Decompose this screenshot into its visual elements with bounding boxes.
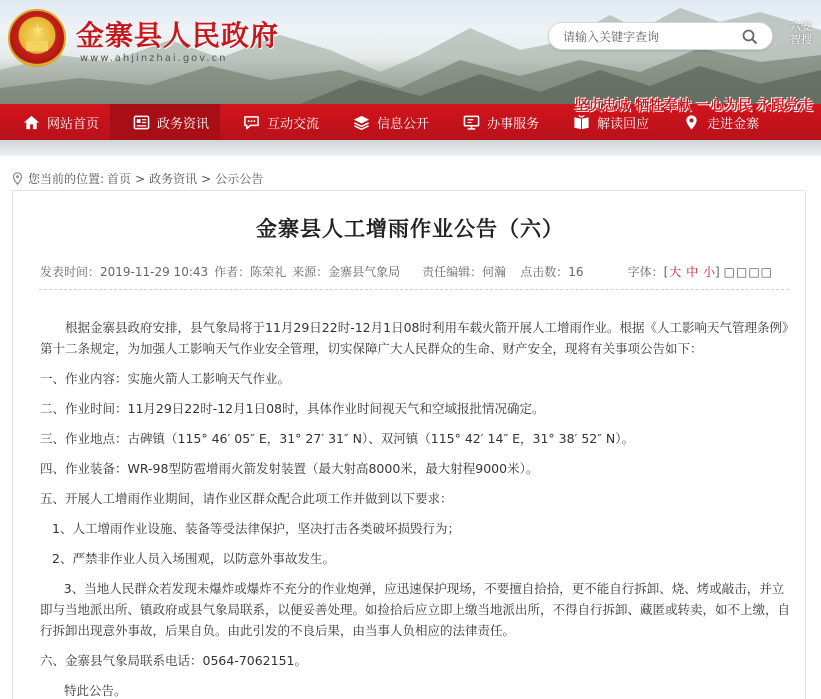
- article-body: [40, 317, 790, 699]
- editor: 责任编辑：何瀚: [422, 265, 507, 279]
- author: 作者：陈荣礼: [214, 265, 287, 279]
- font-size-label: 字体：[: [627, 265, 669, 279]
- breadcrumb-separator: >: [201, 171, 212, 186]
- font-large-button[interactable]: 大: [669, 265, 682, 279]
- meta-divider: [39, 289, 789, 290]
- breadcrumb-prefix: 您当前的位置:: [28, 172, 105, 186]
- search-input[interactable]: [563, 28, 743, 46]
- source: 来源：金寨县气象局: [292, 265, 401, 279]
- star-icon: ★: [31, 21, 45, 39]
- accessibility-label-2: 智搜: [790, 33, 812, 46]
- paragraph-item-3: 三、作业地点：古碑镇（115° 46′ 05″ E，31° 27′ 31″ N）、双河镇（115° 42′ 14″ E，31° 38′ 52″ N）。: [40, 431, 634, 446]
- gate-icon: [26, 41, 48, 51]
- paragraph-item-4: 四、作业装备：WR-98型防雹增雨火箭发射装置（最大射高8000米，最大射程9000米）。: [40, 461, 539, 476]
- breadcrumb-separator: >: [135, 171, 146, 186]
- national-emblem-logo[interactable]: [8, 9, 66, 67]
- breadcrumb-home-link[interactable]: 首页: [107, 172, 132, 186]
- nav-label: 信息公开: [377, 116, 430, 132]
- publish-time: 发表时间：2019-11-29 10:43: [40, 265, 209, 279]
- nav-label: 办事服务: [487, 116, 540, 132]
- paragraph-item-6: 六、金寨县气象局联系电话：0564-7062151。: [40, 653, 307, 668]
- article-panel: [12, 190, 806, 699]
- site-title[interactable]: 金寨县人民政府: [76, 19, 280, 52]
- site-url: www.ahjinzhai.gov.cn: [80, 53, 228, 64]
- search-icon[interactable]: [742, 29, 758, 45]
- site-header: [0, 0, 821, 104]
- breadcrumb: [12, 170, 263, 187]
- paragraph-item-5: 五、开展人工增雨作业期间，请作业区群众配合此项工作并做到以下要求：: [40, 491, 453, 506]
- nav-item-services[interactable]: [440, 104, 550, 140]
- paragraph-closing: 特此公告。: [64, 683, 127, 698]
- book-icon: [572, 113, 590, 131]
- accessibility-link[interactable]: [781, 20, 821, 46]
- location-pin-icon: [12, 172, 23, 185]
- party-slogan: 坚贞忠诚 牺牲奉献 一心为民 永跟党走: [574, 98, 813, 114]
- paragraph-sub-2: 2、严禁非作业人员入场围观，以防意外事故发生。: [52, 551, 335, 566]
- font-medium-button[interactable]: 中: [686, 265, 699, 279]
- breadcrumb-notice-link[interactable]: 公示公告: [215, 172, 264, 186]
- paragraph-item-2: 二、作业时间：11月29日22时-12月1日08时，具体作业时间视天气和空域报批情况确定。: [40, 401, 545, 416]
- home-icon: [22, 113, 40, 131]
- accessibility-label-1: 六安: [790, 20, 812, 33]
- click-count: 点击数：16: [520, 265, 584, 279]
- nav-label: 网站首页: [47, 116, 100, 132]
- news-icon: [132, 113, 150, 131]
- decorative-strip: [0, 140, 821, 156]
- nav-item-disclosure[interactable]: [330, 104, 440, 140]
- paragraph-sub-3: 3、当地人民群众若发现未爆炸或爆炸不充分的作业炮弹，应迅速保护现场，不要擅自拾拾，更不能自行拆卸、烧、烤或敲击，并立即与当地派出所、镇政府或县气象局联系，以便妥善处理。如捡拾后应立即上缴当地派出所，不得自行拆卸、藏匿或转卖，如不上缴，自行拆卸出现意外事故，后果自负。由此引发的不良后果，由当事人负相应的法律责任。: [40, 581, 791, 638]
- layers-icon: [352, 113, 370, 131]
- article-title: 金寨县人工增雨作业公告（六）: [256, 217, 564, 241]
- font-size-close: ]: [714, 265, 720, 279]
- nav-label: 政务资讯: [157, 116, 210, 132]
- font-size-switcher: [628, 263, 779, 280]
- nav-item-news[interactable]: [110, 104, 220, 140]
- monitor-icon: [462, 113, 480, 131]
- article-meta: [40, 263, 785, 280]
- nav-item-interaction[interactable]: [220, 104, 330, 140]
- nav-label: 走进金寨: [707, 116, 760, 132]
- nav-label: 解读回应: [597, 116, 650, 132]
- location-icon: [682, 113, 700, 131]
- nav-item-home[interactable]: [0, 104, 110, 140]
- placeholder-glyphs: □□□□: [723, 265, 773, 279]
- nav-label: 互动交流: [267, 116, 320, 132]
- font-small-button[interactable]: 小: [702, 265, 715, 279]
- paragraph-item-1: 一、作业内容：实施火箭人工影响天气作业。: [40, 371, 291, 386]
- search-box: [548, 22, 773, 50]
- chat-icon: [242, 113, 260, 131]
- paragraph-sub-1: 1、人工增雨作业设施、装备等受法律保护，坚决打击各类破坏损毁行为；: [52, 521, 460, 536]
- paragraph-intro: 根据金寨县政府安排，县气象局将于11月29日22时-12月1日08时利用车载火箭开展人工增雨作业。根据《人工影响天气管理条例》第十二条规定，为加强人工影响天气作业安全管理，切实保障广大人民群众的生命、财产安全，现将有关事项公告如下：: [40, 320, 789, 356]
- breadcrumb-news-link[interactable]: 政务资讯: [149, 172, 198, 186]
